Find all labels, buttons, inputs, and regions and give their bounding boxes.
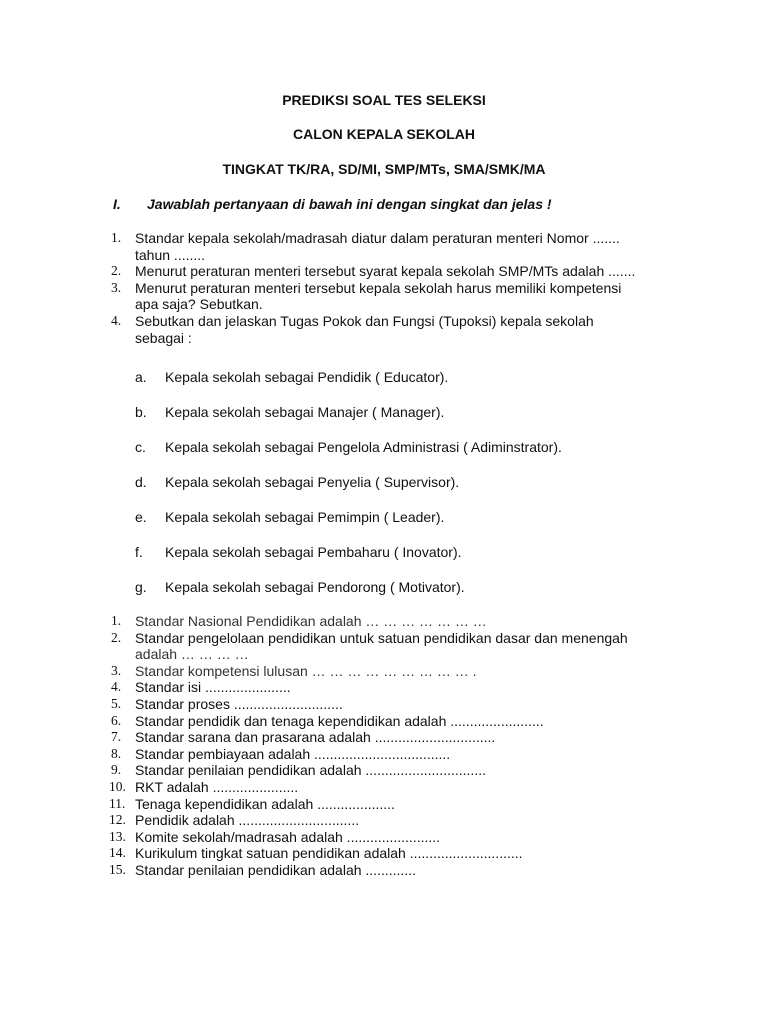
sub-item-text: Kepala sekolah sebagai Pendorong ( Motivator). [165,579,465,595]
item-number: 7. [111,729,122,745]
item-number: 11. [109,795,126,811]
document-level: TINGKAT TK/RA, SD/MI, SMP/MTs, SMA/SMK/MA [222,161,546,177]
list-item [0,729,695,746]
sub-list-item [0,578,725,613]
item-text: Standar penilaian pendidikan adalah ............................... [135,762,486,779]
item-text: Standar Nasional Pendidikan adalah … … … … … … … [135,613,487,629]
item-number: 3. [111,279,122,295]
section-number: I. [113,196,121,212]
list-item [0,862,695,879]
item-number: 6. [111,712,122,728]
item-number: 2. [111,629,122,645]
tupoksi-sub-list [0,368,725,613]
question-list-part2 [0,613,695,879]
item-number: 9. [111,762,122,778]
item-text: RKT adalah ...................... [135,778,299,795]
item-text: Standar kompetensi lulusan … … … … … … … … … . [135,662,477,679]
item-text: Standar sarana dan prasarana adalah ............................... [135,729,496,746]
list-item [0,613,695,630]
item-text-continued: adalah … … … … [135,646,249,663]
item-number: 4. [111,679,122,695]
sub-item-text: Kepala sekolah sebagai Pengelola Administrasi ( Adiminstrator). [165,439,562,455]
sub-list-item [0,368,725,403]
item-number: 2. [111,263,122,279]
sub-item-letter: b. [135,404,147,420]
sub-list-item [0,438,725,473]
item-text: Standar isi ...................... [135,679,291,696]
item-text: Standar pengelolaan pendidikan untuk satuan pendidikan dasar dan menengah [135,629,628,646]
list-item [0,630,695,663]
sub-list-item [0,508,725,543]
item-text: Tenaga kependidikan adalah .................... [135,795,395,812]
sub-item-text: Kepala sekolah sebagai Pembaharu ( Inovator). [165,544,462,560]
item-text: Menurut peraturan menteri tersebut kepala sekolah harus memiliki kompetensi [135,279,622,296]
sub-item-letter: f. [135,544,143,560]
item-text: Sebutkan dan jelaskan Tugas Pokok dan Fungsi (Tupoksi) kepala sekolah [135,312,594,329]
list-item [0,280,695,313]
list-item [0,663,695,680]
list-item [0,696,695,713]
list-item [0,829,695,846]
sub-item-letter: a. [135,369,147,385]
item-text: Kurikulum tingkat satuan pendidikan adalah ............................. [135,845,523,862]
question-list-part1 [0,230,695,346]
item-number: 3. [111,662,122,678]
item-text: Menurut peraturan menteri tersebut syarat kepala sekolah SMP/MTs adalah ....... [135,263,636,280]
item-text: Standar proses ............................ [135,695,343,712]
sub-item-letter: g. [135,579,147,595]
sub-item-text: Kepala sekolah sebagai Penyelia ( Supervisor). [165,474,460,490]
sub-list-item [0,473,725,508]
list-item [0,713,695,730]
sub-item-text: Kepala sekolah sebagai Pemimpin ( Leader). [165,509,445,525]
sub-list-item [0,543,725,578]
document-subtitle: CALON KEPALA SEKOLAH [293,126,475,142]
item-text: Standar pendidik dan tenaga kependidikan adalah ........................ [135,712,544,729]
sub-item-letter: c. [135,439,146,455]
item-text: Standar penilaian pendidikan adalah ............. [135,861,416,878]
item-text: Standar kepala sekolah/madrasah diatur dalam peraturan menteri Nomor ....... [135,230,620,246]
sub-item-text: Kepala sekolah sebagai Manajer ( Manager). [165,404,445,420]
item-number: 8. [111,745,122,761]
item-text: Pendidik adalah ............................... [135,812,360,829]
item-number: 4. [111,312,122,328]
list-item [0,812,695,829]
list-item [0,796,695,813]
list-item [0,230,695,263]
item-text: Standar pembiayaan adalah ................................... [135,745,451,762]
item-number: 5. [111,695,122,711]
list-item [0,313,695,346]
list-item [0,679,695,696]
section-instruction [113,195,552,213]
sub-item-letter: d. [135,474,147,490]
item-text-continued: tahun ........ [135,246,206,263]
list-item [0,746,695,763]
sub-item-text: Kepala sekolah sebagai Pendidik ( Educator). [165,369,449,385]
list-item [0,263,695,280]
instruction-text: Jawablah pertanyaan di bawah ini dengan singkat dan jelas ! [147,196,552,212]
item-number: 1. [111,613,122,628]
item-number: 12. [109,812,126,828]
list-item [0,779,695,796]
item-number: 10. [109,778,126,794]
sub-item-letter: e. [135,509,147,525]
item-number: 1. [111,230,122,245]
item-number: 15. [109,861,126,877]
list-item [0,845,695,862]
item-number: 14. [109,845,126,861]
list-item [0,762,695,779]
sub-list-item [0,403,725,438]
item-text-continued: sebagai : [135,329,192,346]
item-number: 13. [109,828,126,844]
document-title: PREDIKSI SOAL TES SELEKSI [282,92,486,108]
item-text: Komite sekolah/madrasah adalah ........................ [135,828,441,845]
item-text-continued: apa saja? Sebutkan. [135,296,263,313]
